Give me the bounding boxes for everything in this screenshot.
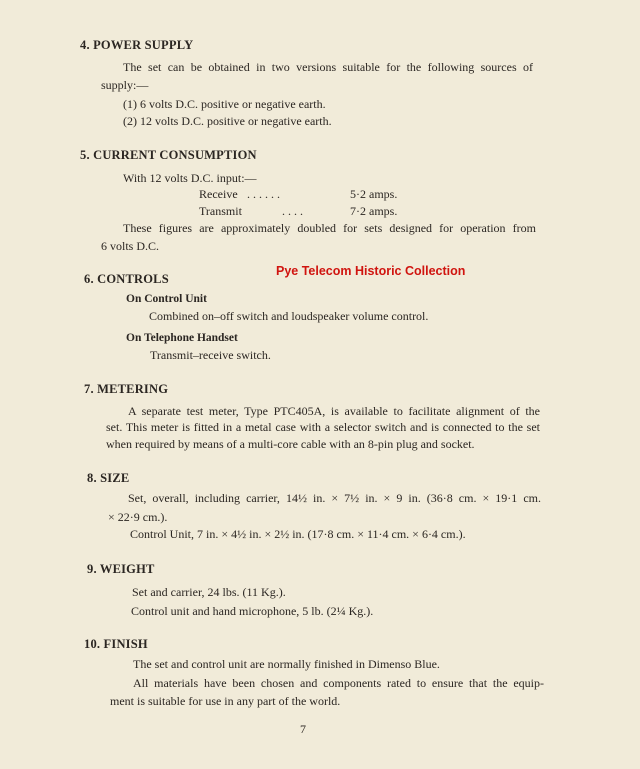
controls-handset-text: Transmit–receive switch.	[150, 348, 271, 362]
page-number: 7	[300, 722, 306, 736]
current-row-receive-label: Receive	[199, 187, 238, 201]
power-item-1: (1) 6 volts D.C. positive or negative earth.	[123, 97, 326, 111]
power-intro-line-2: supply:—	[101, 78, 149, 92]
controls-handset-title: On Telephone Handset	[126, 332, 238, 344]
weight-line-1: Set and carrier, 24 lbs. (11 Kg.).	[132, 585, 286, 599]
current-note-line-2: 6 volts D.C.	[101, 239, 160, 253]
finish-line-3: ment is suitable for use in any part of the world.	[110, 694, 341, 708]
size-line-1: Set, overall, including carrier, 14½ in. × 7½ in. × 9 in. (36·8 cm. × 19·1 cm.	[128, 491, 541, 505]
current-input-line: With 12 volts D.C. input:—	[123, 171, 257, 185]
section-heading-controls: 6. CONTROLS	[84, 272, 169, 286]
weight-line-2: Control unit and hand microphone, 5 lb. (2¼ Kg.).	[131, 604, 374, 618]
section-heading-current-consumption: 5. CURRENT CONSUMPTION	[80, 148, 257, 162]
section-heading-size: 8. SIZE	[87, 471, 130, 485]
section-heading-metering: 7. METERING	[84, 382, 169, 396]
controls-unit-title: On Control Unit	[126, 293, 207, 305]
current-note-line-1: These figures are approximately doubled for sets designed for operation from	[123, 221, 536, 235]
watermark: Pye Telecom Historic Collection	[276, 264, 466, 278]
metering-line-3: when required by means of a multi-core cable with an 8-pin plug and socket.	[106, 437, 475, 451]
finish-line-2: All materials have been chosen and components rated to ensure that the equip-	[133, 676, 544, 690]
section-heading-weight: 9. WEIGHT	[87, 562, 155, 576]
size-line-2: × 22·9 cm.).	[108, 510, 168, 524]
controls-unit-text: Combined on–off switch and loudspeaker volume control.	[149, 309, 429, 323]
current-row-receive-dots: . . . . . .	[247, 187, 280, 201]
current-row-transmit-label: Transmit	[199, 204, 242, 218]
section-heading-power-supply: 4. POWER SUPPLY	[80, 38, 194, 52]
current-row-transmit-value: 7·2 amps.	[350, 204, 398, 218]
power-item-2: (2) 12 volts D.C. positive or negative earth.	[123, 114, 332, 128]
metering-line-1: A separate test meter, Type PTC405A, is available to facilitate alignment of the	[128, 404, 540, 418]
metering-line-2: set. This meter is fitted in a metal case with a selector switch and is connected to the set	[106, 420, 540, 434]
power-intro-line-1: The set can be obtained in two versions suitable for the following sources of	[123, 60, 533, 74]
size-line-3: Control Unit, 7 in. × 4½ in. × 2½ in. (17·8 cm. × 11·4 cm. × 6·4 cm.).	[130, 527, 466, 541]
current-row-receive-value: 5·2 amps.	[350, 187, 398, 201]
section-heading-finish: 10. FINISH	[84, 637, 148, 651]
finish-line-1: The set and control unit are normally finished in Dimenso Blue.	[133, 657, 440, 671]
current-row-transmit-dots: . . . .	[282, 204, 303, 218]
